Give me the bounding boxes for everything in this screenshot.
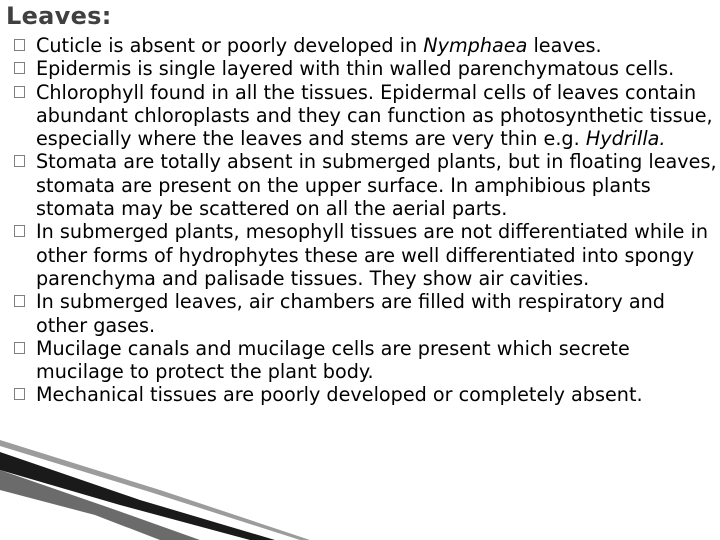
bullet-text: Cuticle is absent or poorly developed in <box>36 34 424 57</box>
bullet-list <box>14 34 718 407</box>
decorative-swoosh-light <box>0 470 200 540</box>
bullet-item <box>14 383 718 406</box>
bullet-item <box>14 337 718 384</box>
bullet-item <box>14 150 718 220</box>
bullet-item <box>14 290 718 337</box>
checkbox-bullet-icon <box>14 388 25 400</box>
bullet-text-tail: leaves. <box>527 34 602 57</box>
bullet-text-italic: Nymphaea <box>423 34 528 57</box>
checkbox-bullet-icon <box>14 225 25 237</box>
decorative-swoosh-thin <box>0 440 310 540</box>
bullet-text: Chlorophyll found in all the tissues. Epidermal cells of leaves contain abundant chloroplasts and they can function as photosynthetic tissue, especially where the leaves and stems are very thin e.g. <box>36 80 713 151</box>
decorative-swoosh-dark <box>0 452 275 540</box>
checkbox-bullet-icon <box>14 295 25 307</box>
bullet-item <box>14 57 718 80</box>
bullet-text: In submerged leaves, air chambers are filled with respiratory and other gases. <box>36 290 665 337</box>
checkbox-bullet-icon <box>14 155 25 167</box>
bullet-text-italic: Hydrilla. <box>585 127 666 151</box>
bullet-text: In submerged plants, mesophyll tissues are not differentiated while in other forms of hydrophytes these are well differentiated into spongy parenchyma and palisade tissues. They show air cavities. <box>36 220 709 290</box>
checkbox-bullet-icon <box>14 342 25 354</box>
checkbox-bullet-icon <box>14 86 25 98</box>
bullet-text: Stomata are totally absent in submerged plants, but in floating leaves, stomata are present on the upper surface. In amphibious plants stomata may be scattered on all the aerial parts. <box>36 150 717 221</box>
checkbox-bullet-icon <box>14 62 25 74</box>
bullet-text: Epidermis is single layered with thin walled parenchymatous cells. <box>36 57 675 81</box>
bullet-item <box>14 81 718 151</box>
bullet-item <box>14 34 718 57</box>
bullet-text: Mechanical tissues are poorly developed or completely absent. <box>36 383 643 407</box>
slide-title: Leaves: <box>6 2 112 30</box>
checkbox-bullet-icon <box>14 39 25 51</box>
bullet-item <box>14 220 718 290</box>
bullet-text: Mucilage canals and mucilage cells are present which secrete mucilage to protect the plant body. <box>36 336 630 384</box>
